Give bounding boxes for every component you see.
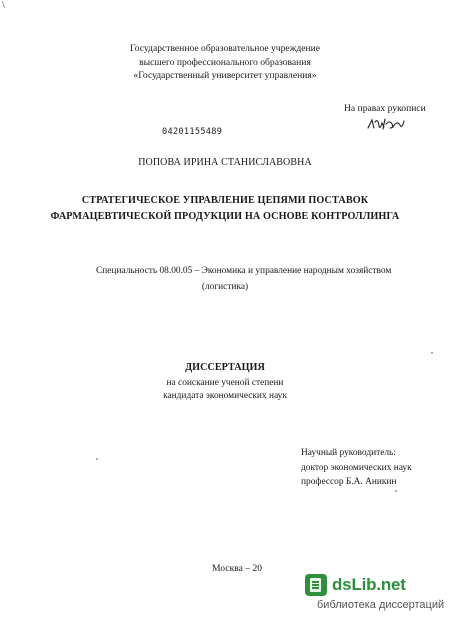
dissertation-title: [0, 193, 450, 225]
scan-speck: [96, 458, 98, 460]
title-line: ФАРМАЦЕВТИЧЕСКОЙ ПРОДУКЦИИ НА ОСНОВЕ КОНТРОЛЛИНГА: [50, 211, 400, 222]
institution-line: «Государственный университет управления»: [133, 70, 317, 81]
supervisor-line: Научный руководитель:: [301, 448, 396, 458]
dissertation-label: ДИССЕРТАЦИЯ: [185, 362, 265, 373]
city-year: Москва – 20: [212, 563, 263, 574]
specialty-line: Специальность 08.00.05 – Экономика и управление народным хозяйством: [96, 266, 392, 276]
dslib-watermark[interactable]: [305, 574, 450, 617]
archive-number: 04201155489: [162, 127, 223, 137]
watermark-tagline: библиотека диссертаций: [317, 599, 445, 611]
corner-mark: \: [2, 0, 5, 11]
book-icon: [305, 574, 327, 596]
watermark-brand: dsLib.net: [332, 575, 406, 594]
degree-line: кандидата экономических наук: [163, 391, 287, 401]
degree-block: [0, 377, 450, 403]
title-line: СТРАТЕГИЧЕСКОЕ УПРАВЛЕНИЕ ЦЕПЯМИ ПОСТАВОК: [81, 195, 369, 206]
scan-speck: [431, 352, 433, 354]
supervisor-line: доктор экономических наук: [301, 462, 412, 473]
degree-line: на соискание ученой степени: [166, 378, 284, 388]
institution-block: [0, 42, 450, 83]
scan-speck: [395, 490, 397, 492]
watermark-logo-row: [305, 574, 406, 596]
rights-label: На правах рукописи: [344, 103, 426, 114]
specialty-subtitle: (логистика): [201, 282, 249, 292]
handwritten-signature: [366, 114, 406, 134]
institution-line: Государственное образовательное учреждение: [130, 43, 320, 54]
institution-line: высшего профессионального образования: [139, 56, 311, 68]
author-name: ПОПОВА ИРИНА СТАНИСЛАВОВНА: [138, 157, 312, 168]
supervisor-block: [301, 446, 412, 490]
supervisor-line: профессор Б.А. Аникин: [301, 477, 397, 487]
